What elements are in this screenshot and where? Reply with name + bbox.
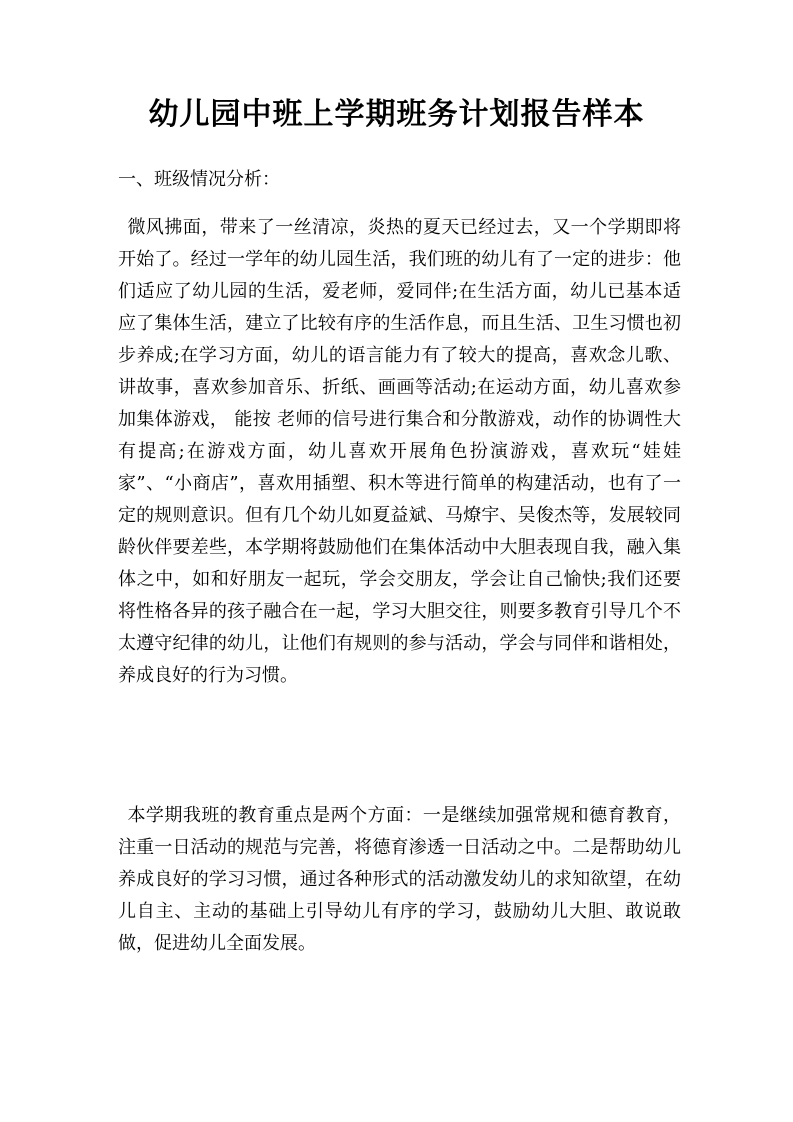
paragraph-class-analysis <box>118 212 681 692</box>
section-heading: 一、班级情况分析： <box>118 169 280 190</box>
document-title: 幼儿园中班上学期班务计划报告样本 <box>148 97 645 132</box>
paragraph-text: 微风拂面，带来了一丝清凉，炎热的夏天已经过去，又一个学期即将开始了。经过一学年的幼儿园生活，我们班的幼儿有了一定的进步：他们适应了幼儿园的生活，爱老师，爱同伴;在生活方面，幼儿已基本适应了集体生活，建立了比较有序的生活作息，而且生活、卫生习惯也初步养成;在学习方面，幼儿的语言能力有了较大的提高，喜欢念儿歌、讲故事，喜欢参加音乐、折纸、画画等活动;在运动方面，幼儿喜欢参加集体游戏， 能按 老师的信号进行集合和分散游戏，动作的协调性大有提高;在游戏方面，幼儿喜欢开展角色扮演游戏，喜欢玩“娃娃家”、“小商店”，喜欢用插塑、积木等进行简单的构建活动，也有了一定的规则意识。但有几个幼儿如夏益斌、马燎宇、吴俊杰等，发展较同龄伙伴要差些，本学期将鼓励他们在集体活动中大胆表现自我，融入集体之中，如和好朋友一起玩，学会交朋友，学会让自己愉快;我们还要将性格各异的孩子融合在一起，学习大胆交往，则要多教育引导几个不太遵守纪律的幼儿，让他们有规则的参与活动，学会与同伴和谐相处，养成良好的行为习惯。 <box>118 217 681 686</box>
paragraph-text: 本学期我班的教育重点是两个方面：一是继续加强常规和德育教育，注重一日活动的规范与完善，将德育渗透一日活动之中。二是帮助幼儿养成良好的学习习惯，通过各种形式的活动激发幼儿的求知欲望，在幼儿自主、主动的基础上引导幼儿有序的学习，鼓励幼儿大胆、敢说敢做，促进幼儿全面发展。 <box>118 805 681 954</box>
paragraph-education-focus <box>118 800 681 960</box>
